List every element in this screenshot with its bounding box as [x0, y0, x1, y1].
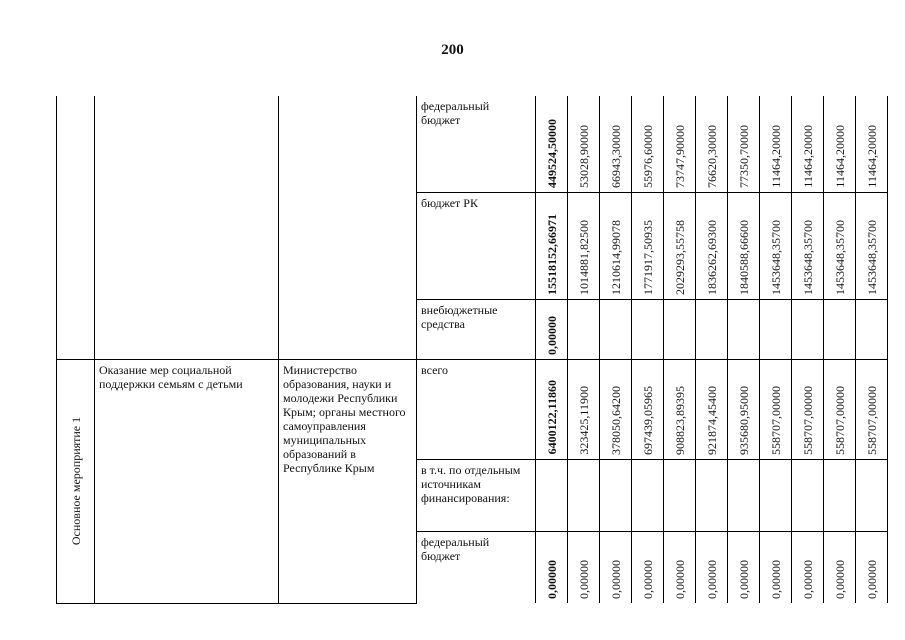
year-value: 1836262,69300: [704, 219, 719, 295]
value-cell: [600, 192, 632, 299]
value-cell: [760, 299, 792, 359]
value-cell: [824, 359, 856, 459]
year-value: 558707,00000: [800, 385, 815, 455]
year-value: 908823,89395: [672, 385, 687, 455]
total-cell: [536, 531, 568, 603]
value-cell: [568, 96, 600, 192]
executors-cell: [279, 359, 417, 603]
value-cell: [760, 531, 792, 603]
activity-name: Оказание мер социальной поддержки семьям с детьми: [99, 362, 243, 391]
year-value: 0,00000: [736, 560, 751, 599]
value-cell: [600, 299, 632, 359]
source-label: в т.ч. по отдельным источникам финансирования:: [421, 462, 521, 505]
value-cell: [728, 359, 760, 459]
total-cell: [536, 96, 568, 192]
value-cell: [728, 299, 760, 359]
year-value: 0,00000: [704, 560, 719, 599]
year-value: 55976,60000: [640, 124, 655, 188]
year-value: 1840588,66600: [736, 219, 751, 295]
value-cell: [728, 96, 760, 192]
year-value: 77350,70000: [736, 124, 751, 188]
value-cell: [824, 531, 856, 603]
year-value: 921874,45400: [704, 385, 719, 455]
total-cell: [536, 192, 568, 299]
year-value: 1210614,99078: [608, 219, 623, 295]
value-cell: [760, 96, 792, 192]
value-cell: [824, 96, 856, 192]
value-cell: [792, 96, 824, 192]
value-cell: [664, 192, 696, 299]
value-cell: [632, 299, 664, 359]
value-cell: [664, 359, 696, 459]
value-cell: [856, 299, 888, 359]
total-cell: [536, 359, 568, 459]
value-cell: [760, 359, 792, 459]
year-value: 11464,20000: [800, 124, 815, 188]
year-value: 558707,00000: [832, 385, 847, 455]
year-value: 53028,90000: [576, 124, 591, 188]
value-cell: [664, 531, 696, 603]
value-cell: [600, 459, 632, 531]
year-value: 0,00000: [576, 560, 591, 599]
year-value: 1771917,50935: [640, 219, 655, 295]
year-value: 11464,20000: [864, 124, 879, 188]
value-cell: [728, 192, 760, 299]
value-cell: [856, 459, 888, 531]
value-cell: [696, 359, 728, 459]
value-cell: [632, 359, 664, 459]
year-value: 1014881,82500: [576, 219, 591, 295]
total-value: 15518152,66971: [544, 213, 559, 295]
year-value: 697439,05965: [640, 385, 655, 455]
total-value: 0,00000: [544, 560, 559, 599]
value-cell: [696, 531, 728, 603]
value-cell: [568, 531, 600, 603]
year-value: 1453648,35700: [832, 219, 847, 295]
source-label: федеральный бюджет: [421, 534, 490, 563]
value-cell: [664, 96, 696, 192]
source-cell: [417, 192, 536, 299]
value-cell: [600, 359, 632, 459]
page-number: 200: [441, 42, 464, 58]
value-cell: [600, 96, 632, 192]
year-value: 935680,95000: [736, 385, 751, 455]
value-cell: [632, 531, 664, 603]
year-value: 0,00000: [672, 560, 687, 599]
source-cell: [417, 96, 536, 192]
value-cell: [696, 459, 728, 531]
budget-table: [56, 96, 888, 604]
value-cell: [824, 192, 856, 299]
value-cell: [792, 299, 824, 359]
value-cell: [664, 299, 696, 359]
value-cell: [856, 531, 888, 603]
total-cell: [536, 299, 568, 359]
source-cell: [417, 359, 536, 459]
value-cell: [696, 192, 728, 299]
activity-code-cell: [57, 359, 95, 603]
source-label: всего: [421, 362, 449, 377]
year-value: 0,00000: [640, 560, 655, 599]
year-value: 2029293,55758: [672, 219, 687, 295]
year-value: 558707,00000: [768, 385, 783, 455]
value-cell: [856, 192, 888, 299]
value-cell: [664, 459, 696, 531]
source-cell: [417, 531, 536, 603]
table-body: [57, 96, 888, 603]
value-cell: [856, 96, 888, 192]
code-cell-empty: [57, 96, 95, 359]
value-cell: [792, 531, 824, 603]
value-cell: [568, 359, 600, 459]
source-label: внебюджетные средства: [421, 302, 498, 331]
value-cell: [600, 531, 632, 603]
executors-cell-empty: [279, 96, 417, 359]
total-value: 0,00000: [544, 315, 559, 355]
year-value: 73747,90000: [672, 124, 687, 188]
year-value: 11464,20000: [832, 124, 847, 188]
year-value: 76620,30000: [704, 124, 719, 188]
value-cell: [728, 531, 760, 603]
table-row: [57, 96, 888, 192]
source-label: бюджет РК: [421, 195, 478, 210]
total-value: 449524,50000: [544, 118, 559, 188]
year-value: 0,00000: [832, 560, 847, 599]
total-cell: [536, 459, 568, 531]
year-value: 0,00000: [608, 560, 623, 599]
value-cell: [824, 459, 856, 531]
value-cell: [696, 96, 728, 192]
year-value: 1453648,35700: [768, 219, 783, 295]
value-cell: [632, 96, 664, 192]
year-value: 0,00000: [800, 560, 815, 599]
activity-executors: Министерство образования, науки и молодежи Республики Крым; органы местного самоуправления муниципальных образований в Республике Крым: [283, 362, 406, 475]
year-value: 66943,30000: [608, 124, 623, 188]
value-cell: [568, 192, 600, 299]
activity-name-cell: [95, 359, 279, 603]
value-cell: [728, 459, 760, 531]
value-cell: [792, 359, 824, 459]
value-cell: [760, 192, 792, 299]
value-cell: [792, 192, 824, 299]
value-cell: [632, 459, 664, 531]
year-value: 11464,20000: [768, 124, 783, 188]
activity-code-label: Основное мероприятие 1: [68, 416, 83, 546]
year-value: 378050,64200: [608, 385, 623, 455]
value-cell: [856, 359, 888, 459]
value-cell: [632, 192, 664, 299]
year-value: 0,00000: [864, 560, 879, 599]
table-row: [57, 359, 888, 459]
year-value: 323425,11900: [576, 385, 591, 455]
value-cell: [568, 299, 600, 359]
total-value: 6400122,11860: [544, 380, 559, 455]
value-cell: [792, 459, 824, 531]
value-cell: [824, 299, 856, 359]
source-cell: [417, 299, 536, 359]
value-cell: [696, 299, 728, 359]
year-value: 1453648,35700: [800, 219, 815, 295]
value-cell: [760, 459, 792, 531]
value-cell: [568, 459, 600, 531]
year-value: 0,00000: [768, 560, 783, 599]
source-label: федеральный бюджет: [421, 99, 490, 127]
activity-name-cell-empty: [95, 96, 279, 359]
year-value: 558707,00000: [864, 385, 879, 455]
year-value: 1453648,35700: [864, 219, 879, 295]
source-cell: [417, 459, 536, 531]
